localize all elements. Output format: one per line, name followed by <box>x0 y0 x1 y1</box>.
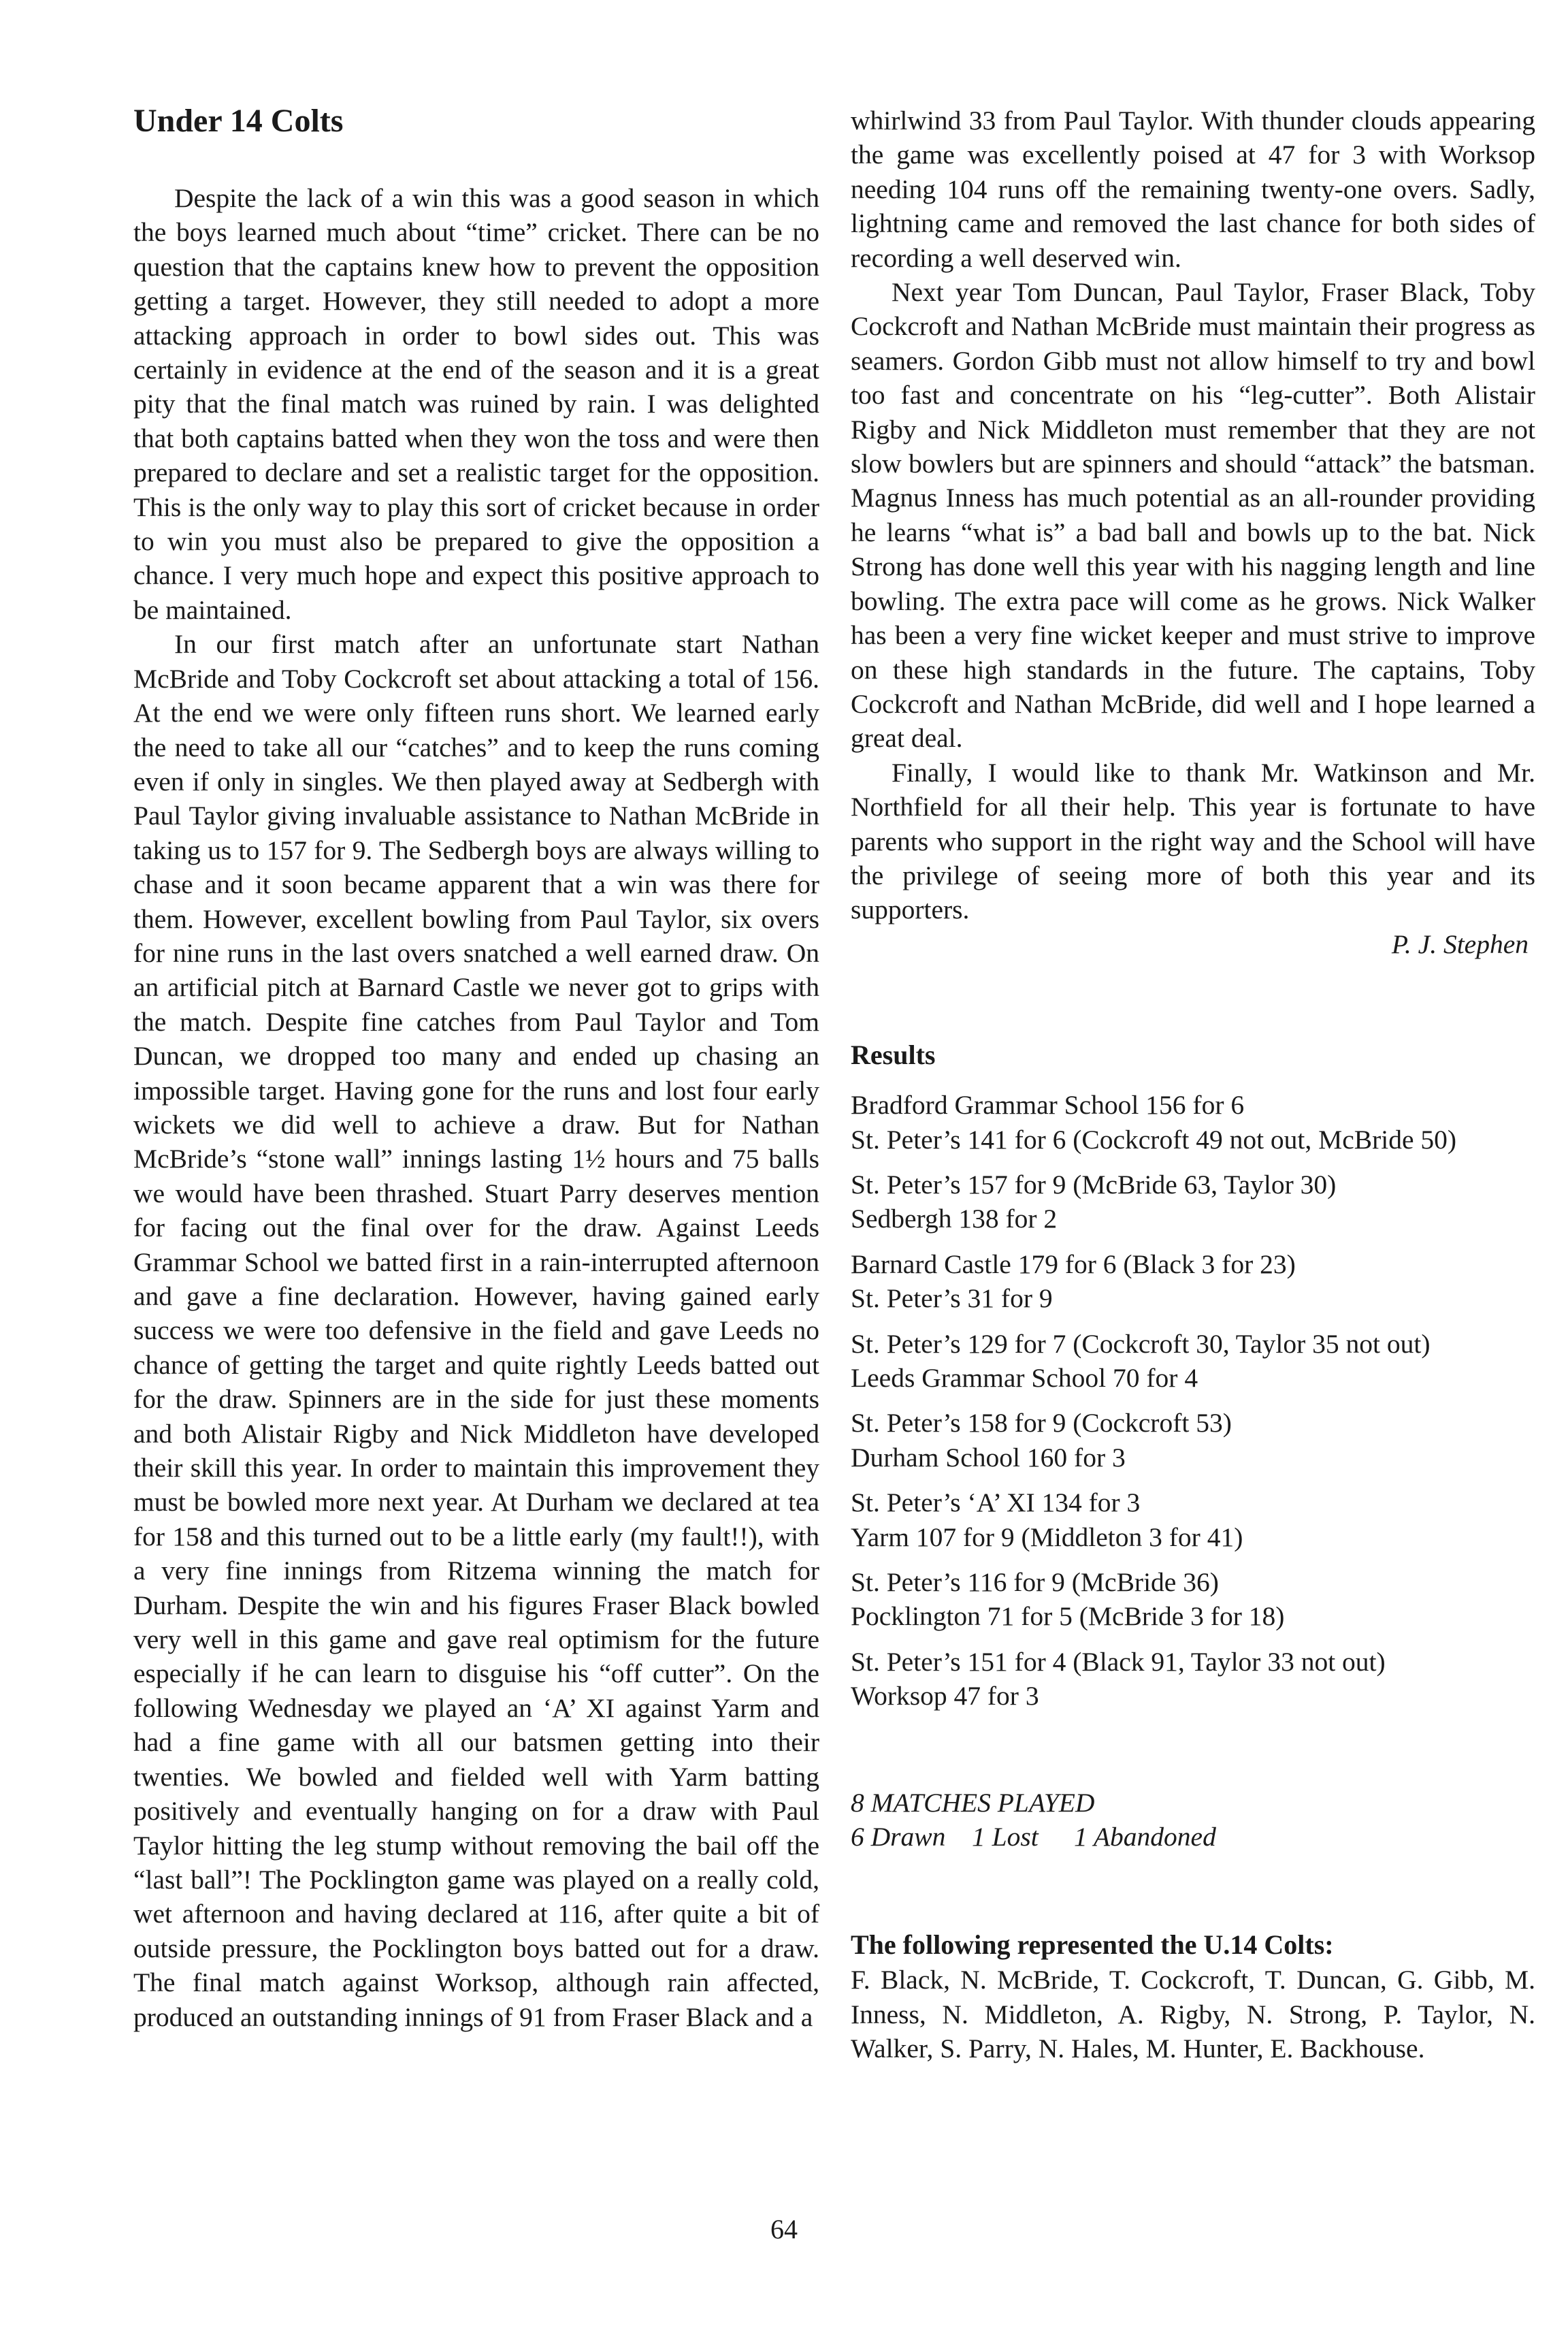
lost-count: 1 Lost <box>972 1822 1039 1852</box>
results-heading: Results <box>851 1040 936 1071</box>
represented-section <box>851 1927 1535 2065</box>
paragraph-matches-continued: whirlwind 33 from Paul Taylor. With thunder clouds appearing the game was excellently poised at 47 for 3 with Worksop needing 104 runs off the remaining twenty-one overs. Sadly, lightning came and removed the last chance for both sides of recording a well deserved win. <box>851 106 1535 273</box>
matches-summary <box>851 1786 1535 1854</box>
result-match <box>851 1327 1535 1396</box>
result-line: Durham School 160 for 3 <box>851 1442 1126 1473</box>
paragraph-matches: In our first match after an unfortunate start Nathan McBride and Toby Cockcroft set about attacking a total of 156. At the end we were only fifteen runs short. We learned early the need to take all our “catches” and to keep the runs coming even if only in singles. We then played away at Sedbergh with Paul Taylor giving invaluable assistance to Nathan McBride in taking us to 157 for 9. The Sedbergh boys are always willing to chase and it soon became apparent that a win was there for them. However, excellent bowling from Paul Taylor, six overs for nine runs in the last overs snatched a well earned draw. On an artificial pitch at Barnard Castle we never got to grips with the match. Despite fine catches from Paul Taylor and Tom Duncan, we dropped too many and ended up chasing an impossible target. Having gone for the runs and lost four early wickets we did well to achieve a draw. But for Nathan McBride’s “stone wall” innings lasting 1½ hours and 75 balls we would have been thrashed. Stuart Parry deserves mention for facing out the final over for the draw. Against Leeds Grammar School we batted first in a rain-interrupted afternoon and gave a fine declaration. However, having gained early success we were too defensive in the field and gave Leeds no chance of getting the target and quite rightly Leeds batted out for the draw. Spinners are in the side for just these moments and both Alistair Rigby and Nick Middleton have developed their skill this year. In order to maintain this improvement they must be bowled more next year. At Durham we declared at tea for 158 and this turned out to be a little early (my fault!!), with a very fine innings from Ritzema winning the match for Durham. Despite the win and his figures Fraser Black bowled very well in this game and gave real optimism for the future especially if he can learn to disguise his “off cutter”. On the following Wednesday we played an ‘A’ XI against Yarm and had a fine game with all our batsmen getting into their twenties. We bowled and fielded well with Yarm batting positively and eventually hanging on for a draw with Paul Taylor hitting the leg stump without removing the bail off the “last ball”! The Pocklington game was played on a really cold, wet afternoon and having declared at 116, after quite a bit of outside pressure, the Pocklington boys batted out for a draw. The final match against Worksop, although rain affected, produced an outstanding innings of 91 from Fraser Black and a <box>133 629 819 2032</box>
result-line: St. Peter’s 129 for 7 (Cockcroft 30, Taylor 35 not out) <box>851 1328 1431 1359</box>
result-line: Bradford Grammar School 156 for 6 <box>851 1090 1245 1121</box>
paragraph-intro: Despite the lack of a win this was a good season in which the boys learned much about “time” cricket. There can be no question that the captains knew how to prevent the opposition getting a target. However, they still needed to adopt a more attacking approach in order to bowl sides out. This was certainly in evidence at the end of the season and it is a great pity that the final match was ruined by rain. I was delighted that both captains batted when they won the toss and were then prepared to declare and set a realistic target for the opposition. This is the only way to play this sort of cricket because in order to win you must also be prepared to give the opposition a chance. I very much hope and expect this positive approach to be maintained. <box>133 183 819 625</box>
result-line: Worksop 47 for 3 <box>851 1681 1039 1711</box>
right-column <box>851 103 1535 2066</box>
results-list <box>851 1088 1535 1713</box>
result-match <box>851 1168 1535 1236</box>
drawn-count: 6 Drawn <box>851 1822 946 1852</box>
result-line: Sedbergh 138 for 2 <box>851 1204 1058 1234</box>
result-match <box>851 1565 1535 1634</box>
paragraph-thanks: Finally, I would like to thank Mr. Watkinson and Mr. Northfield for all their help. This year is fortunate to have parents who support in the right way and the School will have the privilege of seeing more of both this year and its supporters. <box>851 757 1535 925</box>
result-match <box>851 1406 1535 1475</box>
result-line: St. Peter’s 31 for 9 <box>851 1283 1053 1314</box>
result-match <box>851 1088 1535 1157</box>
result-line: St. Peter’s 116 for 9 (McBride 36) <box>851 1567 1219 1598</box>
paragraph-next-year: Next year Tom Duncan, Paul Taylor, Fraser Black, Toby Cockcroft and Nathan McBride must maintain their progress as seamers. Gordon Gibb must not allow himself to try and bowl too fast and concentrate on his “leg-cutter”. Both Alistair Rigby and Nick Middleton must remember that they are not slow bowlers but are spinners and should “attack” the batsman. Magnus Inness has much potential as an all-rounder providing he learns “what is” a bad ball and bowls up to the bat. Nick Strong has done well this year with his nagging length and line bowling. The extra pace will come as he grows. Nick Walker has been a very fine wicket keeper and must strive to improve on these high standards in the future. The captains, Toby Cockcroft and Nathan McBride, did well and I hope learned a great deal. <box>851 277 1535 754</box>
author-signature: P. J. Stephen <box>1391 929 1529 959</box>
result-line: St. Peter’s 157 for 9 (McBride 63, Taylor 30) <box>851 1169 1337 1200</box>
left-column <box>133 101 819 2034</box>
result-match <box>851 1247 1535 1316</box>
result-line: Leeds Grammar School 70 for 4 <box>851 1363 1198 1393</box>
result-line: St. Peter’s ‘A’ XI 134 for 3 <box>851 1487 1141 1518</box>
article-title: Under 14 Colts <box>133 103 344 139</box>
result-line: Yarm 107 for 9 (Middleton 3 for 41) <box>851 1522 1243 1552</box>
result-line: Pocklington 71 for 5 (McBride 3 for 18) <box>851 1601 1285 1632</box>
result-match <box>851 1485 1535 1554</box>
result-line: St. Peter’s 158 for 9 (Cockcroft 53) <box>851 1408 1232 1438</box>
represented-heading: The following represented the U.14 Colts: <box>851 1929 1334 1961</box>
matches-breakdown <box>851 1820 1535 1854</box>
represented-names: F. Black, N. McBride, T. Cockcroft, T. Duncan, G. Gibb, M. Inness, N. Middleton, A. Rigby, N. Strong, P. Taylor, N. Walker, S. Parry, N. Hales, M. Hunter, E. Backhouse. <box>851 1965 1535 2064</box>
result-line: St. Peter’s 151 for 4 (Black 91, Taylor 33 not out) <box>851 1646 1386 1677</box>
result-line: St. Peter’s 141 for 6 (Cockcroft 49 not out, McBride 50) <box>851 1124 1457 1155</box>
page-number: 64 <box>770 2214 798 2244</box>
abandoned-count: 1 Abandoned <box>1074 1822 1216 1852</box>
matches-played: 8 MATCHES PLAYED <box>851 1787 1095 1818</box>
result-match <box>851 1645 1535 1713</box>
result-line: Barnard Castle 179 for 6 (Black 3 for 23) <box>851 1249 1296 1279</box>
